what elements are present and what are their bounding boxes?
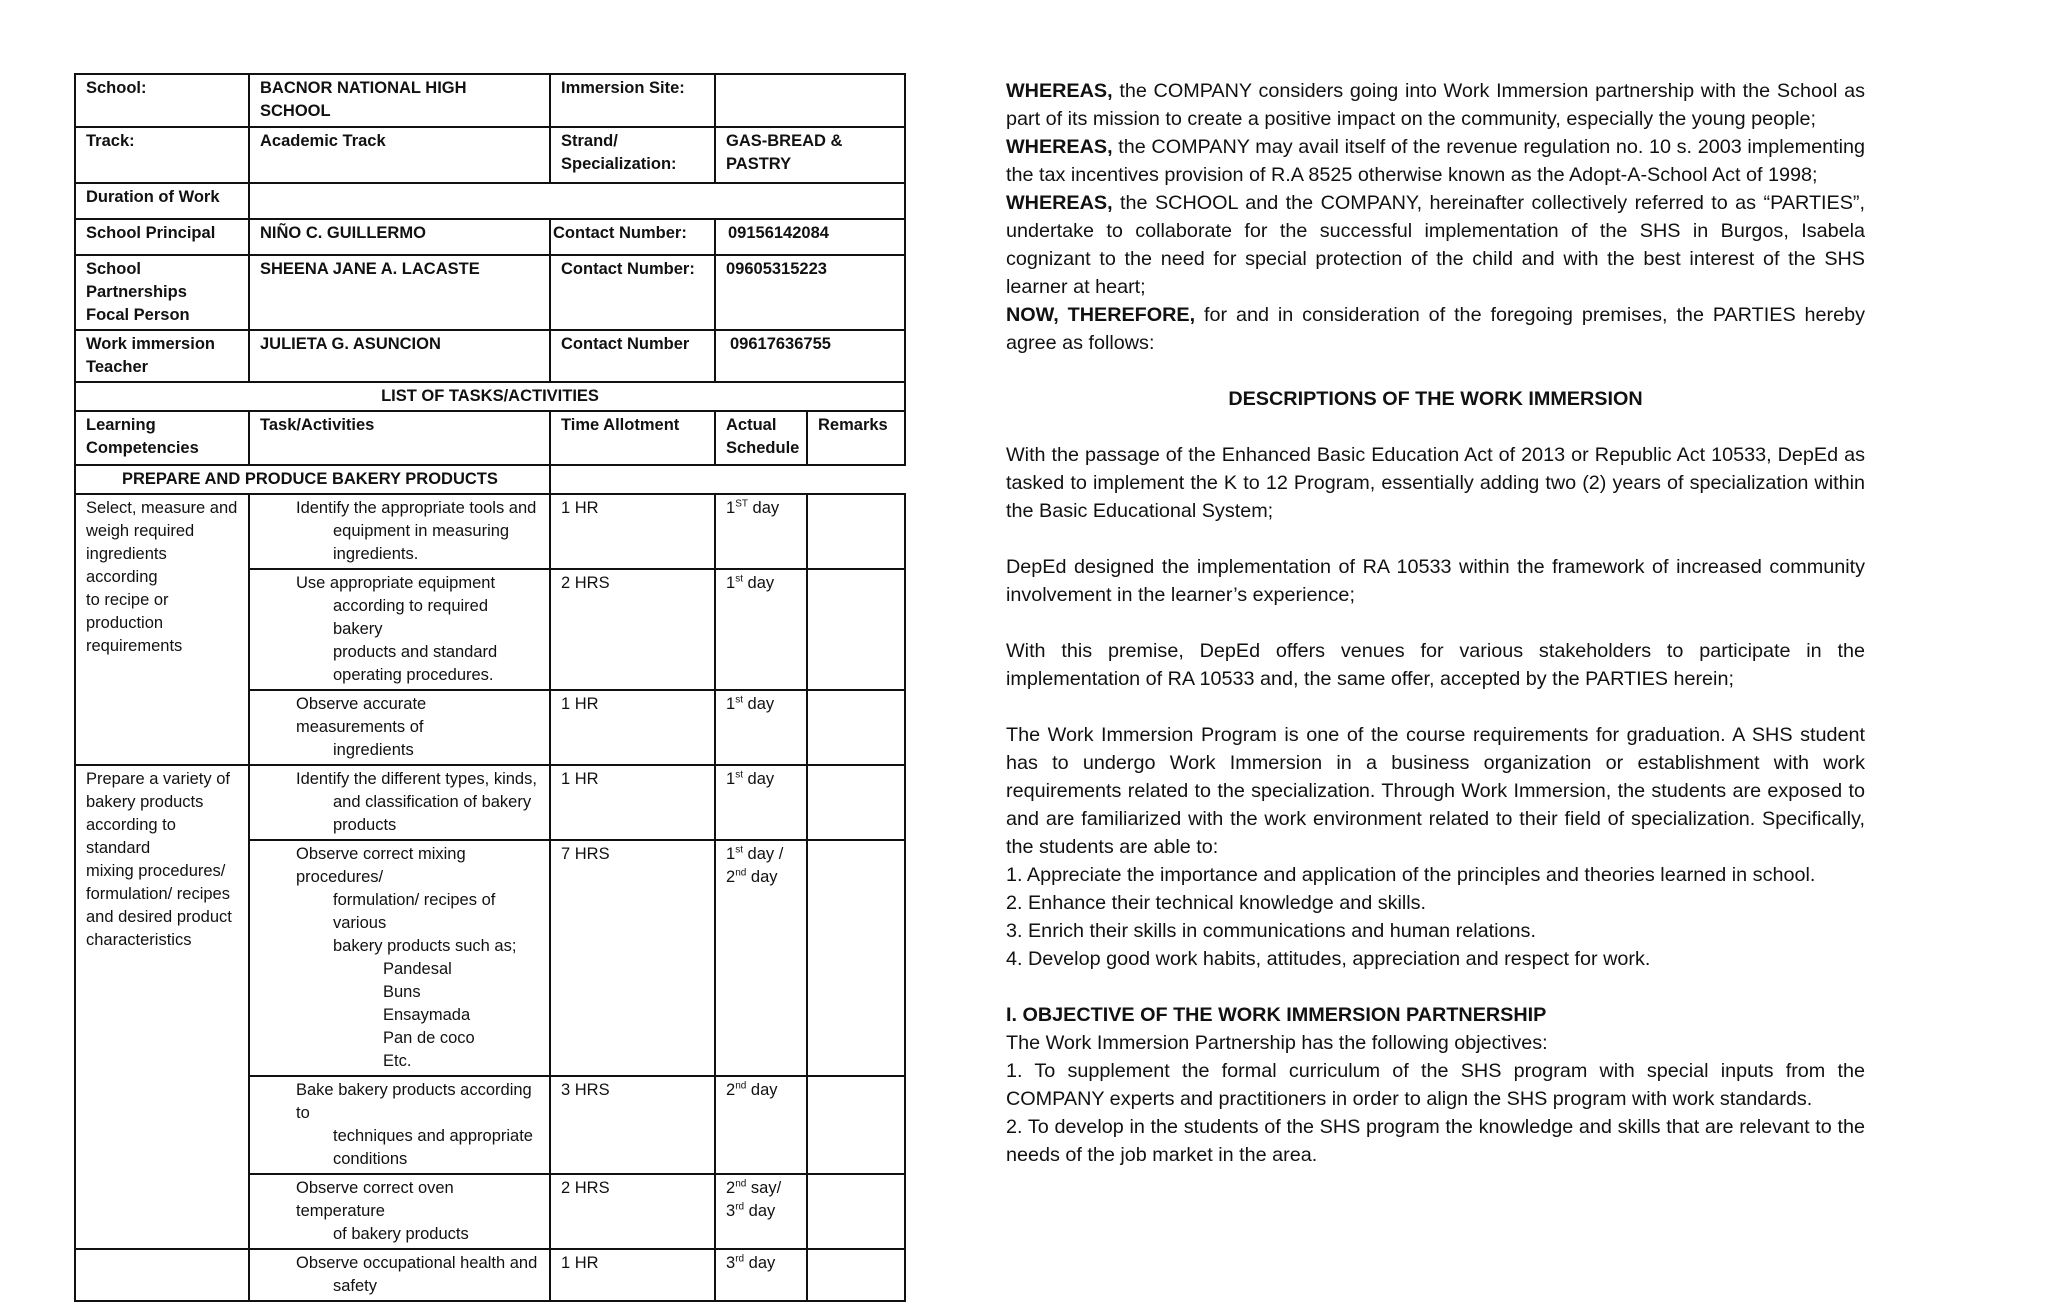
objective-item: 1. To supplement the formal curriculum of the SHS program with special inputs from the COMPANY experts and practitioners in order to align the SHS program with work standards. — [1006, 1060, 1865, 1110]
competency-line: characteristics — [86, 931, 192, 949]
competency-cell — [75, 765, 249, 1249]
task-line: Observe occupational health and — [296, 1254, 538, 1272]
product-item: Ensaymada — [383, 1006, 471, 1024]
whereas-paragraph: WHEREAS, the COMPANY considers going into Work Immersion partnership with the School as part of its mission to create a positive impact on the community, especially the young people; — [1006, 80, 1865, 130]
task-line: bakery products such as; — [333, 937, 517, 955]
time-cell: 1 HR — [550, 765, 715, 840]
section-title-row — [75, 465, 905, 494]
strand-value-line: PASTRY — [726, 155, 792, 173]
schedule-cell: 2nd day — [715, 1076, 807, 1174]
remarks-cell — [807, 840, 905, 1076]
agreement-text — [1006, 77, 1865, 1169]
body-paragraph: With this premise, DepEd offers venues for various stakeholders to participate in the implementation of RA 10533 and, the same offer, accepted by the PARTIES herein; — [1006, 640, 1865, 690]
schedule-cell: 2nd say/ 3rd day — [715, 1174, 807, 1249]
track-value: Academic Track — [249, 127, 550, 183]
competency-line: to recipe or production — [86, 591, 169, 632]
task-line: Observe correct oven temperature — [296, 1179, 454, 1220]
teacher-contact-label: Contact Number — [550, 330, 715, 382]
header-line: Actual — [726, 416, 777, 434]
remarks-cell — [807, 1174, 905, 1249]
list-item: 2. Enhance their technical knowledge and skills. — [1006, 892, 1427, 914]
objective-heading: I. OBJECTIVE OF THE WORK IMMERSION PARTNERSHIP — [1006, 1004, 1547, 1026]
table-row — [75, 494, 905, 569]
competency-line: according to standard — [86, 816, 176, 857]
competencies-header — [75, 411, 249, 465]
teacher-label-line: Teacher — [86, 358, 149, 376]
task-line: products — [333, 816, 397, 834]
focal-person-value: SHEENA JANE A. LACASTE — [249, 255, 550, 330]
task-line: Identify the different types, kinds, — [296, 770, 537, 788]
task-cell — [249, 840, 550, 1076]
school-value: BACNOR NATIONAL HIGH SCHOOL — [249, 74, 550, 127]
task-cell — [249, 569, 550, 690]
immersion-plan-table — [74, 73, 906, 1302]
teacher-label-line: Work immersion — [86, 335, 215, 353]
strand-value — [715, 127, 905, 183]
task-line: techniques and appropriate — [333, 1127, 533, 1145]
teacher-label — [75, 330, 249, 382]
remarks-cell — [807, 569, 905, 690]
focal-contact-value: 09605315223 — [715, 255, 905, 330]
objective-intro: The Work Immersion Partnership has the following objectives: — [1006, 1032, 1548, 1054]
teacher-value: JULIETA G. ASUNCION — [249, 330, 550, 382]
focal-person-label — [75, 255, 249, 330]
body-paragraph: The Work Immersion Program is one of the course requirements for graduation. A SHS student has to undergo Work Immersion in a business organization or establishment with work requirements related to the specialization. Through Work Immersion, the students are exposed to and are familiarized with the work environment related to their field of specialization. Specifically, the students are able to: — [1006, 724, 1865, 858]
focal-label-line: Focal Person — [86, 306, 190, 324]
section-title: PREPARE AND PRODUCE BAKERY PRODUCTS — [75, 465, 550, 494]
product-item: Etc. — [383, 1052, 412, 1070]
task-line: of bakery products — [333, 1225, 469, 1243]
schedule-cell: 1st day — [715, 690, 807, 765]
task-line: ingredients. — [333, 545, 419, 563]
task-line: safety — [333, 1277, 378, 1295]
strand-label-line: Specialization: — [561, 155, 677, 173]
schedule-cell: 1st day — [715, 569, 807, 690]
remarks-cell — [807, 1076, 905, 1174]
task-cell — [249, 765, 550, 840]
principal-label: School Principal — [75, 219, 249, 255]
remarks-cell — [807, 690, 905, 765]
task-line: Use appropriate equipment — [296, 574, 496, 592]
competency-line: Select, measure and — [86, 499, 238, 517]
principal-row — [75, 219, 905, 255]
focal-label-line: School Partnerships — [86, 260, 187, 301]
task-cell — [249, 494, 550, 569]
time-cell: 1 HR — [550, 1249, 715, 1301]
time-allotment-header: Time Allotment — [550, 411, 715, 465]
time-cell: 3 HRS — [550, 1076, 715, 1174]
now-therefore-paragraph: NOW, THEREFORE, for and in consideration of the foregoing premises, the PARTIES hereby agree as follows: — [1006, 304, 1866, 354]
competency-cell — [75, 494, 249, 765]
list-title: LIST OF TASKS/ACTIVITIES — [75, 382, 905, 411]
focal-contact-label: Contact Number: — [550, 255, 715, 330]
task-cell — [249, 1249, 550, 1301]
actual-schedule-header — [715, 411, 807, 465]
remarks-header: Remarks — [807, 411, 905, 465]
competency-line: ingredients according — [86, 545, 167, 586]
time-cell: 2 HRS — [550, 1174, 715, 1249]
body-paragraph: DepEd designed the implementation of RA 10533 within the framework of increased community involvement in the learner’s experience; — [1006, 556, 1865, 606]
task-line: conditions — [333, 1150, 408, 1168]
track-row — [75, 127, 905, 183]
product-item: Pandesal — [383, 960, 452, 978]
header-line: Learning — [86, 416, 156, 434]
teacher-row — [75, 330, 905, 382]
list-item: 4. Develop good work habits, attitudes, appreciation and respect for work. — [1006, 948, 1651, 970]
descriptions-heading: DESCRIPTIONS OF THE WORK IMMERSION — [1228, 388, 1643, 410]
duration-row — [75, 183, 905, 219]
task-line: Observe correct mixing procedures/ — [296, 845, 466, 886]
table-row — [75, 1249, 905, 1301]
task-line: Identify the appropriate tools and — [296, 499, 537, 517]
list-title-row — [75, 382, 905, 411]
principal-value: NIÑO C. GUILLERMO — [249, 219, 550, 255]
task-cell — [249, 690, 550, 765]
task-cell — [249, 1174, 550, 1249]
immersion-site-value — [715, 74, 905, 127]
strand-value-line: GAS-BREAD & — [726, 132, 843, 150]
time-cell: 7 HRS — [550, 840, 715, 1076]
task-line: Bake bakery products according to — [296, 1081, 532, 1122]
track-label: Track: — [75, 127, 249, 183]
principal-contact-value: 09156142084 — [715, 219, 905, 255]
task-line: and classification of bakery — [333, 793, 532, 811]
duration-value — [249, 183, 905, 219]
strand-label-line: Strand/ — [561, 132, 618, 150]
list-item: 1. Appreciate the importance and application of the principles and theories learned in school. — [1006, 864, 1816, 886]
header-line: Schedule — [726, 439, 800, 457]
column-header-row — [75, 411, 905, 465]
schedule-cell: 3rd day — [715, 1249, 807, 1301]
task-line: operating procedures. — [333, 666, 494, 684]
product-item: Pan de coco — [383, 1029, 475, 1047]
competency-cell — [75, 1249, 249, 1301]
competency-line: weigh required — [86, 522, 195, 540]
tasks-header: Task/Activities — [249, 411, 550, 465]
remarks-cell — [807, 765, 905, 840]
table-row — [75, 765, 905, 840]
task-line: products and standard — [333, 643, 498, 661]
task-line: equipment in measuring — [333, 522, 510, 540]
competency-line: requirements — [86, 637, 183, 655]
duration-label: Duration of Work — [75, 183, 249, 219]
section-blank — [550, 465, 905, 494]
schedule-cell: 1st day / 2nd day — [715, 840, 807, 1076]
task-cell — [249, 1076, 550, 1174]
task-line: formulation/ recipes of various — [333, 891, 496, 932]
time-cell: 1 HR — [550, 690, 715, 765]
time-cell: 1 HR — [550, 494, 715, 569]
time-cell: 2 HRS — [550, 569, 715, 690]
school-label: School: — [75, 74, 249, 127]
focal-person-row — [75, 255, 905, 330]
whereas-paragraph: WHEREAS, the SCHOOL and the COMPANY, hereinafter collectively referred to as “PARTIES”, undertake to collaborate for the successful implementation of the SHS in Burgos, Isabela cognizant to the need for special protection of the child and with the best interest of the SHS learner at heart; — [1006, 192, 1865, 298]
competency-line: and desired product — [86, 908, 232, 926]
header-line: Competencies — [86, 439, 199, 457]
competency-line: Prepare a variety of — [86, 770, 230, 788]
task-line: ingredients — [333, 741, 414, 759]
competency-line: mixing procedures/ — [86, 862, 226, 880]
task-line: Observe accurate measurements of — [296, 695, 427, 736]
schedule-cell: 1st day — [715, 765, 807, 840]
immersion-site-label: Immersion Site: — [550, 74, 715, 127]
schedule-cell: 1ST day — [715, 494, 807, 569]
product-item: Buns — [383, 983, 421, 1001]
teacher-contact-value: 09617636755 — [715, 330, 905, 382]
objective-item: 2. To develop in the students of the SHS program the knowledge and skills that are relevant to the needs of the job market in the area. — [1006, 1116, 1865, 1166]
whereas-paragraph: WHEREAS, the COMPANY may avail itself of the revenue regulation no. 10 s. 2003 implementing the tax incentives provision of R.A 8525 otherwise known as the Adopt-A-School Act of 1998; — [1006, 136, 1865, 186]
principal-contact-label: Contact Number: — [550, 219, 715, 255]
remarks-cell — [807, 1249, 905, 1301]
strand-label — [550, 127, 715, 183]
school-row — [75, 74, 905, 127]
list-item: 3. Enrich their skills in communications and human relations. — [1006, 920, 1536, 942]
remarks-cell — [807, 494, 905, 569]
task-line: according to required bakery — [333, 597, 489, 638]
body-paragraph: With the passage of the Enhanced Basic Education Act of 2013 or Republic Act 10533, DepEd as tasked to implement the K to 12 Program, essentially adding two (2) years of specialization within the Basic Educational System; — [1006, 444, 1865, 522]
competency-line: bakery products — [86, 793, 204, 811]
competency-line: formulation/ recipes — [86, 885, 230, 903]
